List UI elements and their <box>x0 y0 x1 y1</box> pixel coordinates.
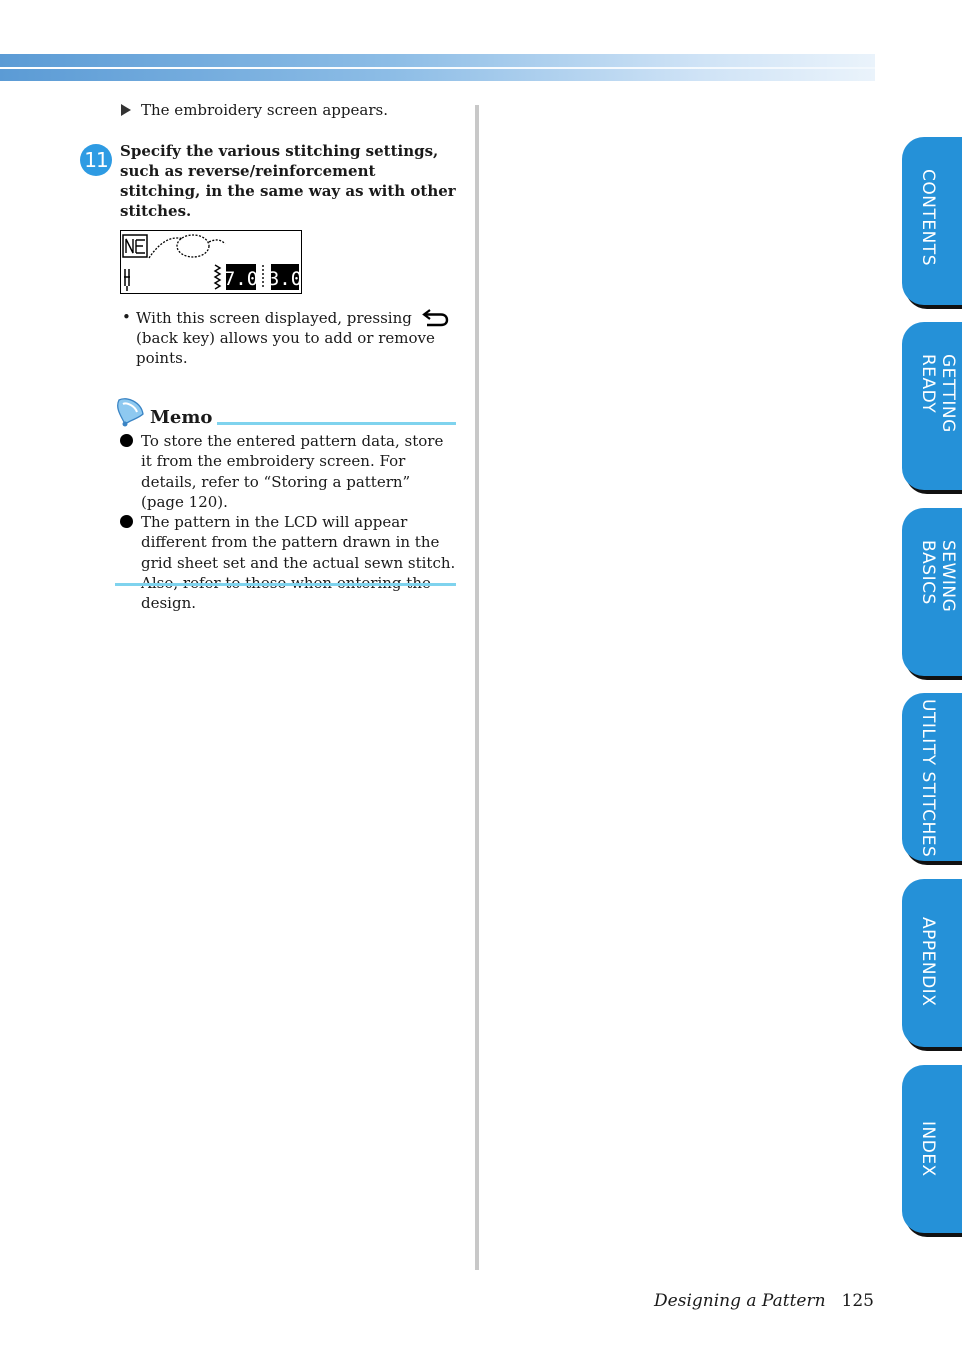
memo-item-text: To store the entered pattern data, store it from the embroidery screen. For details, refer to “Storing a pattern” (page 120). <box>141 432 444 511</box>
tab-sewing-basics-label: SEWING BASICS <box>918 540 958 613</box>
lcd-pattern-display <box>121 231 301 293</box>
tab-getting-ready[interactable] <box>902 322 962 490</box>
footer-section-title: Designing a Pattern <box>654 1291 826 1311</box>
pattern-tail <box>209 240 225 244</box>
back-key-note <box>122 307 452 368</box>
tab-appendix-label: APPENDIX <box>918 917 938 1007</box>
step-result-note <box>121 100 388 120</box>
header-band-line <box>0 67 875 69</box>
memo-title: Memo <box>150 407 213 428</box>
triangle-marker-icon <box>121 104 131 116</box>
memo-item <box>120 512 456 613</box>
tab-appendix[interactable] <box>902 879 962 1047</box>
memo-item <box>120 431 456 512</box>
pattern-circle <box>177 235 209 257</box>
presser-foot-icon <box>124 269 130 291</box>
back-key-note-text-after: (back key) allows you to add or remove points. <box>136 329 435 367</box>
memo-bottom-rule <box>115 583 456 586</box>
width-value: 7.0 <box>223 268 259 290</box>
step-instruction: Specify the various stitching settings, such as reverse/reinforcement stitching, in the same way as with other stitches. <box>120 142 456 220</box>
memo-title-rule <box>217 422 456 425</box>
embroidery-mode-icon <box>126 239 145 253</box>
memo-item-text: The pattern in the LCD will appear different from the pattern drawn in the grid sheet set and the actual sewn stitch. design. <box>141 513 456 613</box>
stitch-width-icon <box>215 265 220 289</box>
tab-utility-stitches[interactable] <box>902 693 962 861</box>
header-band <box>0 54 875 81</box>
page-footer <box>654 1291 874 1311</box>
back-key-icon <box>421 307 449 327</box>
tab-utility-stitches-label: UTILITY STITCHES <box>918 699 938 858</box>
step-result-text: The embroidery screen appears. <box>141 101 388 119</box>
lcd-screen-illustration <box>120 230 302 294</box>
memo-body <box>120 431 456 614</box>
tab-index[interactable] <box>902 1065 962 1233</box>
back-key-note-text-before: With this screen displayed, pressing <box>136 309 412 327</box>
bullet-marker: • <box>122 308 131 326</box>
tab-sewing-basics[interactable] <box>902 508 962 676</box>
memo-bell-icon <box>113 396 147 428</box>
tab-contents-label: CONTENTS <box>918 169 938 266</box>
memo-bullet-icon <box>120 434 133 447</box>
memo-header <box>113 396 456 428</box>
column-divider <box>475 105 479 1270</box>
step-number-badge: 11 <box>80 144 112 176</box>
tab-getting-ready-label: GETTING READY <box>918 354 958 433</box>
tab-index-label: INDEX <box>918 1121 938 1177</box>
length-value: 3.0 <box>267 268 303 290</box>
page-number: 125 <box>841 1291 874 1311</box>
memo-bullet-icon <box>120 515 133 528</box>
tab-contents[interactable] <box>902 137 962 305</box>
